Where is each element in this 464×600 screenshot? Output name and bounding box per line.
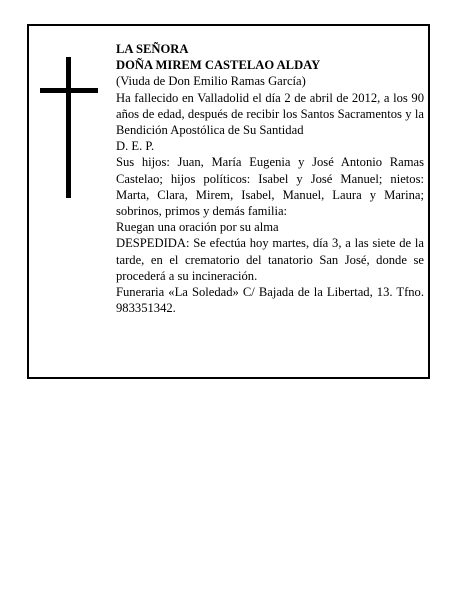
header-line-1: LA SEÑORA [116, 42, 189, 56]
farewell-details: DESPEDIDA: Se efectúa hoy martes, día 3, a las siete de la tarde, en el crematorio del tanatorio San José, donde se procederá a su incineración. [116, 236, 424, 283]
death-announcement: Ha fallecido en Valladolid el día 2 de abril de 2012, a los 90 años de edad, después de recibir los Santos Sacramentos y la Bendición Apostólica de Su Santidad [116, 90, 424, 138]
dep-abbreviation: D. E. P. [116, 139, 155, 154]
family-list: Sus hijos: Juan, María Eugenia y José Antonio Ramas Castelao; hijos políticos: Isabel y José Manuel; nietos: Marta, Clara, Mirem, Isabel, Manuel, Laura y Marina; sobrinos, primos y demás familia: [116, 155, 424, 219]
obituary-text [116, 41, 424, 316]
funeral-home-contact: Funeraria «La Soledad» C/ Bajada de la Libertad, 13. Tfno. 983351342. [116, 285, 424, 316]
cross-icon [40, 57, 98, 198]
deceased-name: DOÑA MIREM CASTELAO ALDAY [116, 58, 321, 73]
obituary-notice [27, 24, 430, 379]
cross-vertical-bar [66, 57, 71, 198]
cross-horizontal-bar [40, 88, 98, 93]
widow-subtitle: (Viuda de Don Emilio Ramas García) [116, 74, 306, 89]
prayer-request: Ruegan una oración por su alma [116, 220, 279, 235]
